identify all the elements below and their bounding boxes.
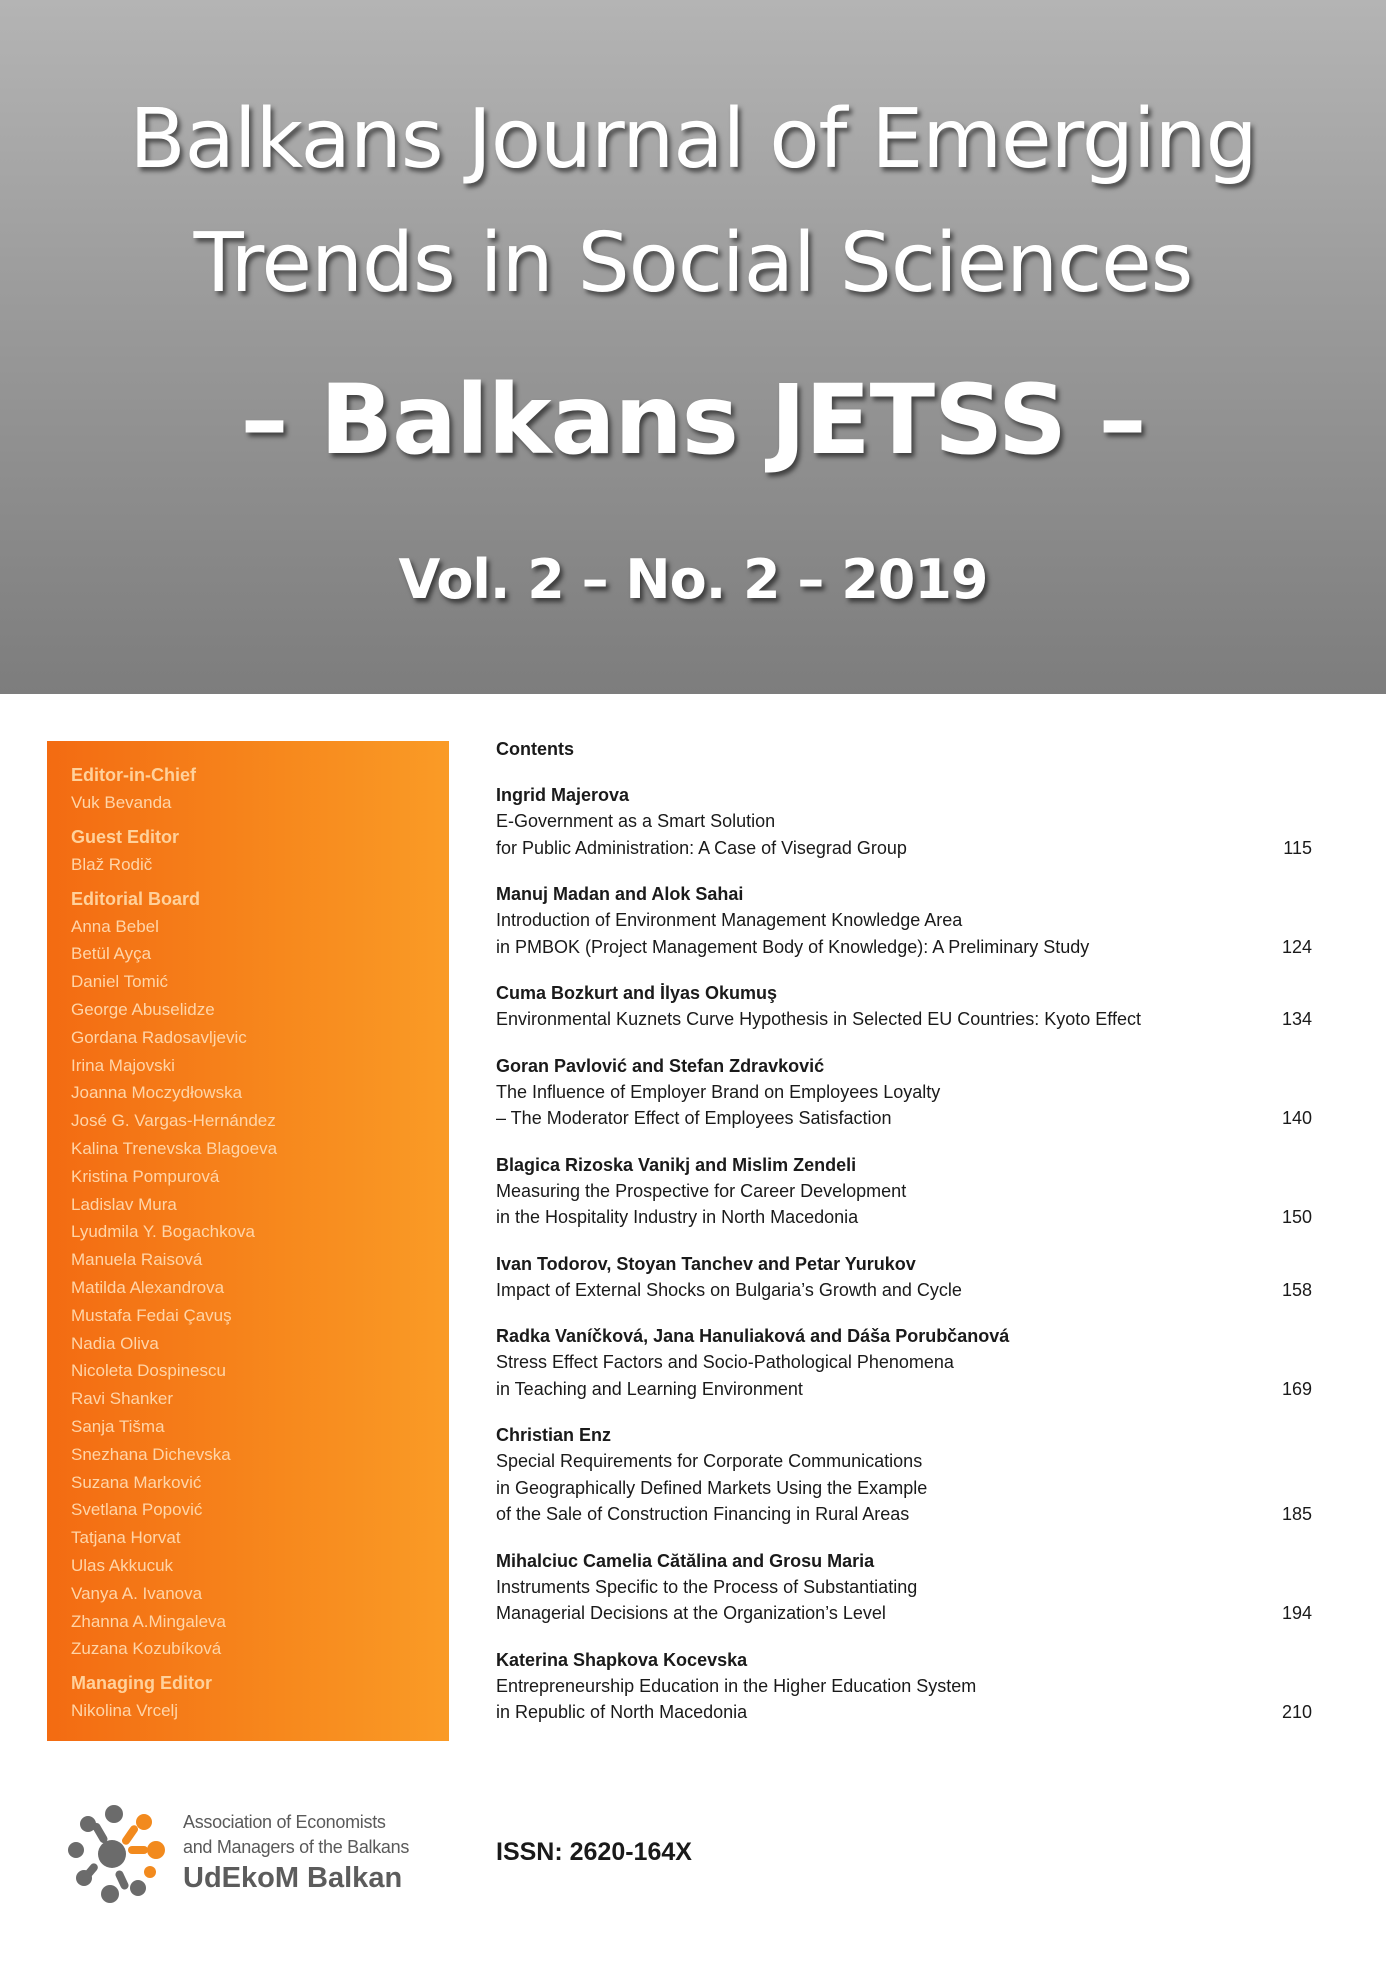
entry-title-line: Special Requirements for Corporate Communications — [496, 1451, 923, 1471]
editor-name: Svetlana Popović — [71, 1500, 203, 1520]
editor-name: Suzana Marković — [71, 1472, 202, 1492]
entry-title-line: Introduction of Environment Management Knowledge Area — [496, 910, 963, 930]
entry-title-line: in the Hospitality Industry in North Macedonia — [496, 1207, 859, 1227]
sidebar-section-heading: Guest Editor — [71, 826, 180, 847]
entry-page-number: 134 — [1281, 1009, 1312, 1029]
editor-name: Tatjana Horvat — [71, 1528, 181, 1548]
entry-title-line: in Teaching and Learning Environment — [496, 1378, 803, 1399]
editor-name: Joanna Moczydłowska — [71, 1083, 243, 1103]
editor-name: Vuk Bevanda — [71, 793, 172, 812]
entry-authors: Blagica Rizoska Vanikj and Mislim Zendeli — [496, 1154, 857, 1175]
publisher-name-line-2: and Managers of the Balkans — [183, 1837, 410, 1857]
table-of-contents — [496, 736, 1312, 1746]
entry-title-line: Entrepreneurship Education in the Higher Education System — [496, 1675, 977, 1696]
entry-authors: Ingrid Majerova — [496, 785, 630, 805]
editor-name: Irina Majovski — [71, 1055, 175, 1075]
editor-name: Nadia Oliva — [71, 1333, 159, 1353]
editor-name: George Abuselidze — [71, 999, 215, 1019]
entry-page-number: 124 — [1281, 936, 1312, 957]
entry-title-line: E-Government as a Smart Solution — [496, 811, 776, 831]
contents-entry — [496, 782, 1312, 861]
journal-short-title: – Balkans JETSS – — [240, 364, 1146, 476]
contents-entry — [496, 1323, 1312, 1402]
entry-page-number: 158 — [1281, 1279, 1312, 1300]
contents-entry — [496, 1053, 1312, 1132]
publisher-name-line-1: Association of Economists — [183, 1812, 386, 1832]
editor-name: Gordana Radosavljevic — [71, 1027, 247, 1047]
entry-page-number: 194 — [1281, 1603, 1312, 1623]
entry-page-number: 210 — [1281, 1702, 1312, 1722]
entry-title-line: in PMBOK (Project Management Body of Knowledge): A Preliminary Study — [496, 936, 1090, 957]
sidebar-section-heading: Editor-in-Chief — [71, 765, 196, 785]
editor-name: Nikolina Vrcelj — [71, 1701, 179, 1721]
editor-name: Kristina Pompurová — [71, 1166, 220, 1186]
editor-name: Mustafa Fedai Çavuş — [71, 1305, 232, 1325]
contents-entry — [496, 1152, 1312, 1231]
editor-name: Manuela Raisová — [71, 1250, 203, 1270]
entry-authors: Manuj Madan and Alok Sahai — [496, 884, 744, 904]
editor-name: Daniel Tomić — [71, 972, 169, 992]
sidebar-section-heading: Managing Editor — [71, 1673, 212, 1694]
entry-title-line: for Public Administration: A Case of Visegrad Group — [496, 837, 907, 858]
entry-authors: Mihalciuc Camelia Cătălina and Grosu Maria — [496, 1550, 875, 1571]
entry-authors: Radka Vaníčková, Jana Hanuliaková and Dáša Porubčanová — [496, 1326, 1010, 1346]
entry-title-line: in Geographically Defined Markets Using the Example — [496, 1477, 928, 1498]
journal-title-line-2: Trends in Social Sciences — [193, 216, 1193, 311]
entry-authors: Katerina Shapkova Kocevska — [496, 1649, 748, 1670]
issn-label: ISSN: 2620-164X — [496, 1838, 692, 1866]
editor-name: Blaž Rodič — [71, 854, 153, 874]
editorial-sidebar — [47, 741, 449, 1741]
publisher-brand: UdEkoM Balkan — [183, 1862, 403, 1894]
publisher-logo — [66, 1800, 486, 1910]
contents-entry — [496, 1422, 1312, 1528]
entry-title-line: Measuring the Prospective for Career Development — [496, 1180, 907, 1201]
editor-name: Ravi Shanker — [71, 1389, 174, 1409]
journal-title-line-1: Balkans Journal of Emerging — [129, 92, 1257, 187]
editor-name: Lyudmila Y. Bogachkova — [71, 1222, 255, 1242]
entry-page-number: 140 — [1281, 1108, 1312, 1128]
people-network-logo-icon — [66, 1800, 176, 1910]
contents-heading: Contents — [496, 739, 574, 759]
entry-page-number: 150 — [1281, 1207, 1312, 1227]
sidebar-section-heading: Editorial Board — [71, 888, 201, 909]
contents-entry — [496, 1548, 1312, 1627]
entry-title-line: Environmental Kuznets Curve Hypothesis in Selected EU Countries: Kyoto Effect — [496, 1009, 1141, 1029]
editor-name: Matilda Alexandrova — [71, 1277, 225, 1297]
entry-authors: Christian Enz — [496, 1425, 612, 1445]
entry-title-line: in Republic of North Macedonia — [496, 1702, 748, 1722]
contents-entry — [496, 980, 1312, 1033]
entry-title-line: Impact of External Shocks on Bulgaria’s Growth and Cycle — [496, 1279, 962, 1300]
cover-header — [0, 0, 1386, 694]
entry-page-number: 115 — [1283, 837, 1312, 858]
entry-title-line: Stress Effect Factors and Socio-Pathological Phenomena — [496, 1352, 954, 1372]
contents-entry — [496, 1647, 1312, 1726]
editor-name: Ulas Akkucuk — [71, 1555, 174, 1575]
entry-authors: Cuma Bozkurt and İlyas Okumuş — [496, 983, 778, 1003]
entry-title-line: of the Sale of Construction Financing in Rural Areas — [496, 1504, 910, 1524]
editor-name: Nicoleta Dospinescu — [71, 1361, 226, 1381]
editor-name: Anna Bebel — [71, 916, 159, 936]
editor-name: Zhanna A.Mingaleva — [71, 1611, 226, 1631]
entry-page-number: 169 — [1281, 1378, 1312, 1399]
entry-authors: Ivan Todorov, Stoyan Tanchev and Petar Yurukov — [496, 1253, 916, 1274]
entry-title-line: The Influence of Employer Brand on Employees Loyalty — [496, 1081, 941, 1102]
entry-title-line: – The Moderator Effect of Employees Satisfaction — [496, 1108, 892, 1128]
contents-entries — [496, 782, 1312, 1726]
editor-name: Betül Ayça — [71, 944, 152, 964]
entry-authors: Goran Pavlović and Stefan Zdravković — [496, 1055, 825, 1076]
publisher-name — [183, 1810, 409, 1896]
editor-name: Ladislav Mura — [71, 1194, 177, 1214]
editor-name: Sanja Tišma — [71, 1416, 165, 1436]
entry-title-line: Instruments Specific to the Process of Substantiating — [496, 1576, 918, 1597]
issue-label: Vol. 2 – No. 2 – 2019 — [398, 548, 988, 611]
editor-name: Vanya A. Ivanova — [71, 1583, 203, 1603]
editor-name: José G. Vargas-Hernández — [71, 1111, 276, 1131]
editor-name: Snezhana Dichevska — [71, 1444, 231, 1464]
contents-entry — [496, 881, 1312, 960]
editor-name: Kalina Trenevska Blagoeva — [71, 1138, 278, 1158]
entry-title-line: Managerial Decisions at the Organization’s Level — [496, 1603, 886, 1623]
entry-page-number: 185 — [1281, 1504, 1312, 1524]
contents-entry — [496, 1251, 1312, 1304]
editor-name: Zuzana Kozubíková — [71, 1639, 222, 1659]
